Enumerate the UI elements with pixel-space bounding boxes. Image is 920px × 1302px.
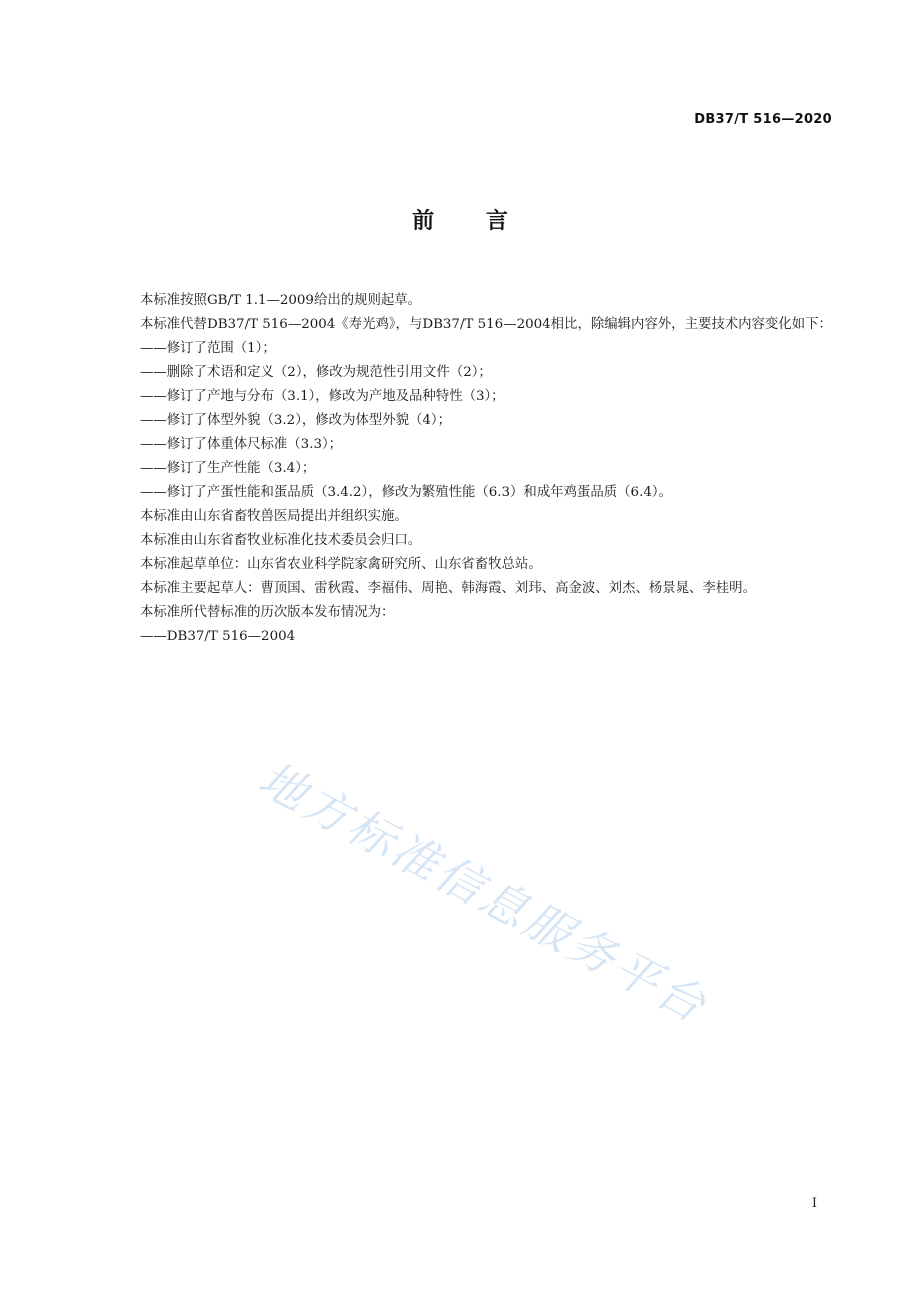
paragraph: 本标准由山东省畜牧业标准化技术委员会归口。 [140, 533, 422, 548]
watermark: 地方标准信息服务平台 [250, 751, 718, 1034]
list-item: ——修订了范围（1）； [140, 341, 276, 356]
paragraph: 本标准按照GB/T 1.1—2009给出的规则起草。 [140, 293, 422, 308]
list-item: ——修订了产地与分布（3.1），修改为产地及品种特性（3）； [140, 389, 505, 404]
page-number: I [811, 1196, 817, 1211]
paragraph: 本标准由山东省畜牧兽医局提出并组织实施。 [140, 509, 408, 524]
standard-code: DB37/T 516—2020 [694, 112, 832, 127]
list-item: ——修订了体型外貌（3.2），修改为体型外貌（4）； [140, 413, 452, 428]
list-item: ——DB37/T 516—2004 [140, 629, 296, 644]
foreword-body [112, 289, 834, 649]
list-item: ——修订了体重体尺标准（3.3）； [140, 437, 343, 452]
paragraph: 本标准主要起草人：曹顶国、雷秋霞、李福伟、周艳、韩海霞、刘玮、高金波、刘杰、杨景晁、李桂明。 [140, 581, 756, 596]
list-item: ——修订了产蛋性能和蛋品质（3.4.2），修改为繁殖性能（6.3）和成年鸡蛋品质（6.4）。 [140, 485, 672, 500]
paragraph: 本标准起草单位：山东省农业科学院家禽研究所、山东省畜牧总站。 [140, 557, 542, 572]
paragraph: 本标准所代替标准的历次版本发布情况为： [140, 605, 395, 620]
page-title: 前 言 [412, 209, 530, 234]
paragraph: 本标准代替DB37/T 516—2004《寿光鸡》，与DB37/T 516—2004相比，除编辑内容外，主要技术内容变化如下： [140, 317, 832, 332]
list-item: ——修订了生产性能（3.4）； [140, 461, 316, 476]
list-item: ——删除了术语和定义（2），修改为规范性引用文件（2）； [140, 365, 492, 380]
